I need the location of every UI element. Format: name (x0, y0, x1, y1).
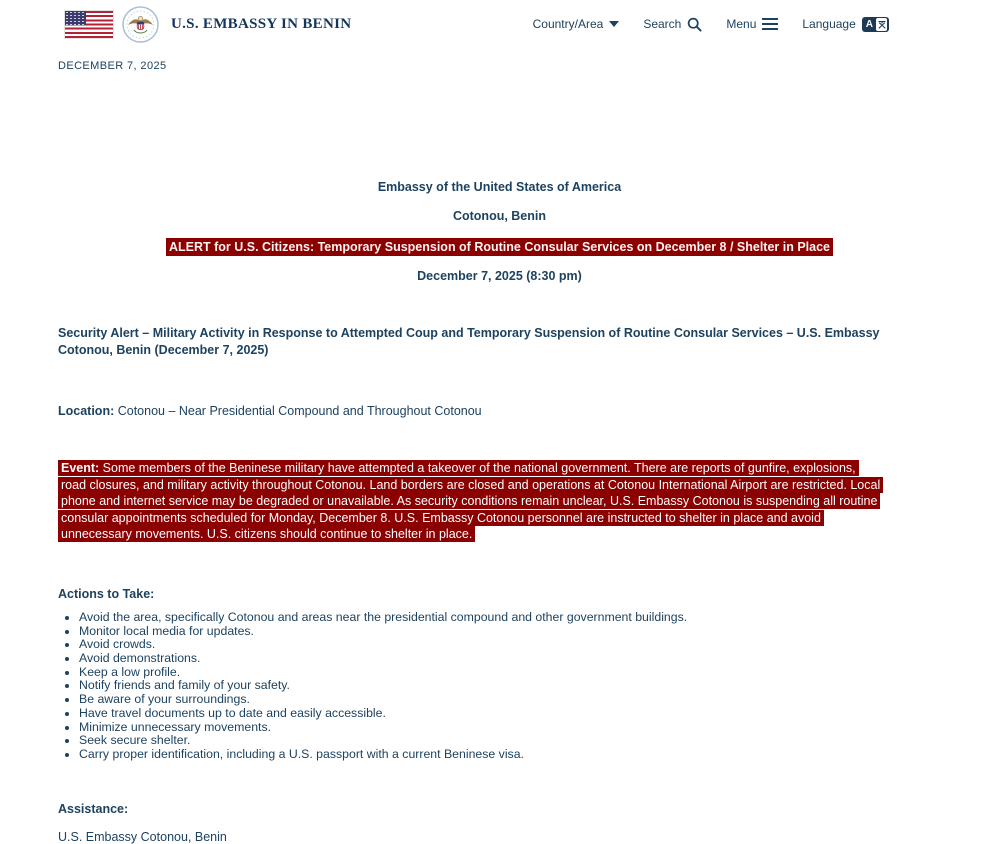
site-header (0, 0, 1001, 48)
actions-heading: Actions to Take: (58, 586, 155, 601)
actions-list (58, 611, 941, 762)
page-content (0, 60, 1001, 844)
location-line (58, 404, 941, 418)
language-button[interactable] (802, 17, 889, 32)
us-flag-icon (65, 11, 113, 38)
alert-banner: ALERT for U.S. Citizens: Temporary Suspension of Routine Consular Services on December 8 / Shelter in Place (166, 238, 833, 256)
site-title[interactable]: U.S. EMBASSY IN BENIN (171, 15, 352, 32)
action-list-item: • Be aware of your surroundings. (79, 693, 941, 707)
language-label: Language (802, 17, 856, 31)
event-label: Event: (61, 461, 100, 475)
assistance-heading: Assistance: (58, 801, 129, 816)
menu-label: Menu (726, 17, 757, 31)
great-seal-icon (122, 6, 159, 43)
location-label: Location: (58, 404, 115, 418)
action-list-item: • Monitor local media for updates. (79, 625, 941, 639)
search-label: Search (643, 17, 682, 31)
location-text: Cotonou – Near Presidential Compound and Throughout Cotonou (114, 404, 482, 418)
embassy-city-line: Cotonou, Benin (452, 209, 547, 223)
embassy-name-line: Embassy of the United States of America (377, 180, 622, 194)
event-paragraph (58, 460, 882, 543)
action-list-item: • Seek secure shelter. (79, 734, 941, 748)
hamburger-menu-icon (762, 18, 778, 31)
action-list-item: • Carry proper identification, including a U.S. passport with a current Beninese visa. (79, 748, 941, 762)
post-date: DECEMBER 7, 2025 (58, 60, 167, 72)
security-alert-heading: Security Alert – Military Activity in Response to Attempted Coup and Temporary Suspension of Routine Consular Services – U.S. Embassy Cotonou, Benin (December 7, 2025) (58, 326, 880, 357)
action-list-item: • Avoid demonstrations. (79, 652, 941, 666)
action-list-item: • Avoid crowds. (79, 638, 941, 652)
event-text: Some members of the Beninese military have attempted a takeover of the national government. There are reports of gunfire, explosions, road closures, and military activity throughout Cotonou. Land borders are closed and operations at Cotonou International Airport are restricted. Local phone and internet service may be degraded or unavailable. As security conditions remain unclear, U.S. Embassy Cotonou is suspending all routine consular appointments scheduled for Monday, December 8. U.S. Embassy Cotonou personnel are instructed to shelter in place and avoid unnecessary movements. U.S. citizens should continue to shelter in place. (61, 461, 881, 542)
alert-datetime-line: December 7, 2025 (8:30 pm) (417, 269, 582, 283)
search-icon (687, 17, 702, 32)
alert-header-block (58, 180, 941, 283)
menu-button[interactable] (726, 17, 778, 31)
assistance-embassy-line: U.S. Embassy Cotonou, Benin (58, 829, 227, 844)
action-list-item: • Avoid the area, specifically Cotonou and areas near the presidential compound and other government buildings. (79, 611, 941, 625)
search-button[interactable] (643, 17, 702, 32)
action-list-item: • Notify friends and family of your safety. (79, 679, 941, 693)
country-area-dropdown[interactable] (533, 17, 620, 31)
action-list-item: • Have travel documents up to date and easily accessible. (79, 707, 941, 721)
chevron-down-icon (609, 21, 619, 27)
language-translate-icon: A (862, 17, 889, 32)
action-list-item: • Minimize unnecessary movements. (79, 721, 941, 735)
top-navigation (533, 17, 889, 32)
action-list-item: • Keep a low profile. (79, 666, 941, 680)
country-area-label: Country/Area (532, 17, 604, 31)
